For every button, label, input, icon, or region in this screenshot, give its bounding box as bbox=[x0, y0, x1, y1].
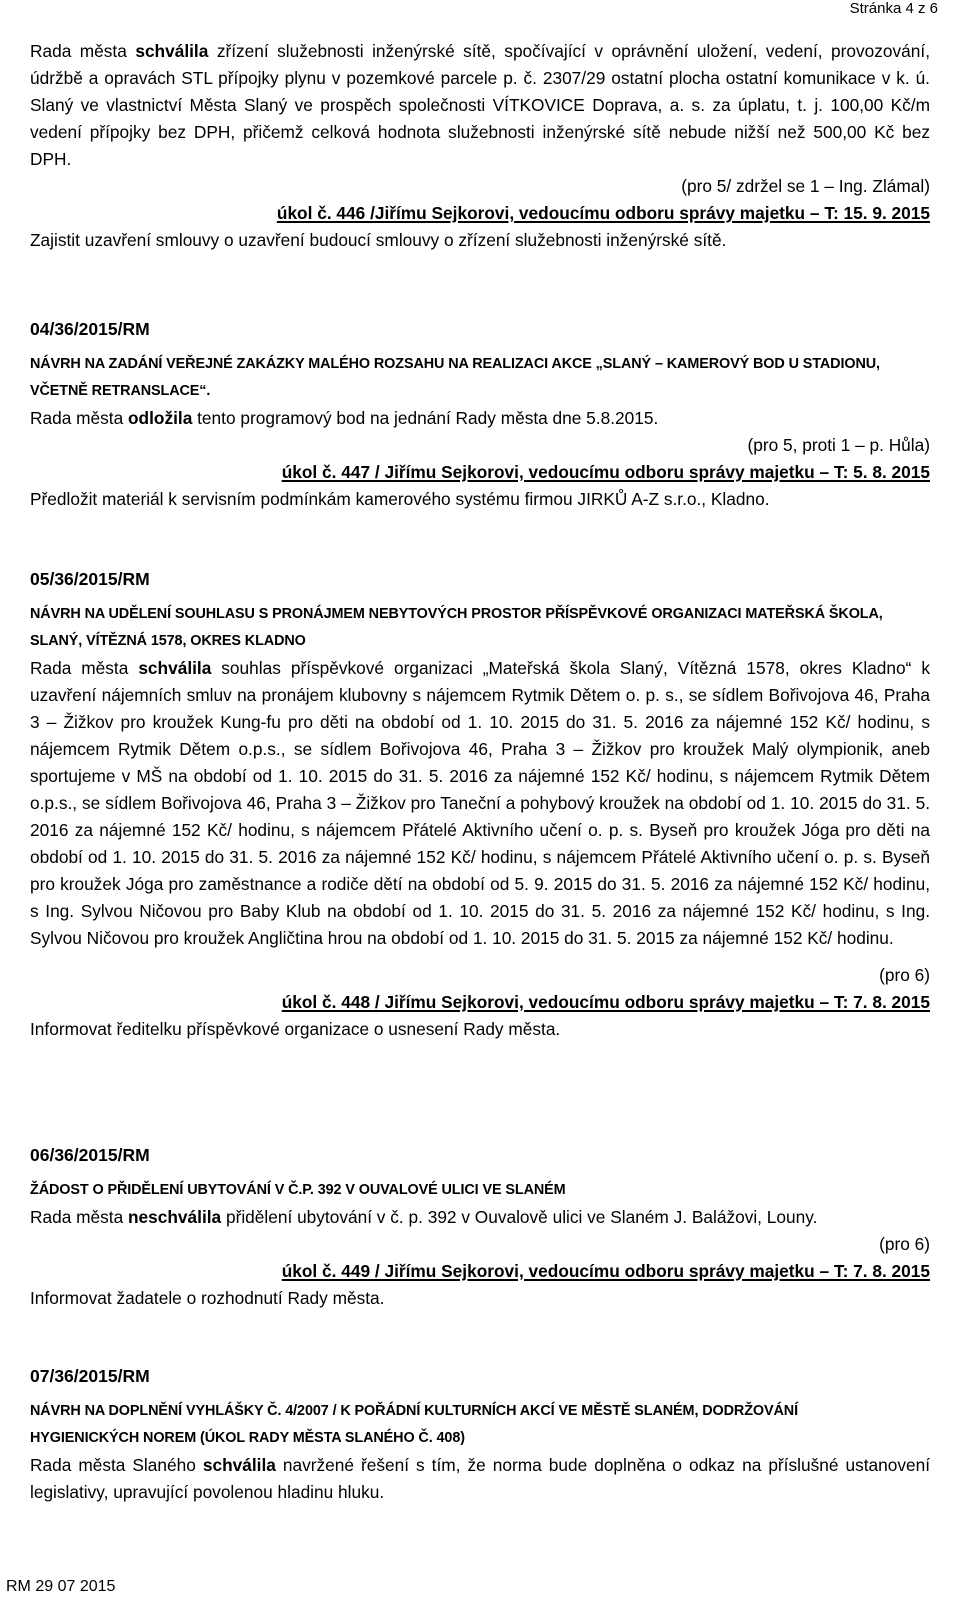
task-assignment: úkol č. 446 /Jiřímu Sejkorovi, vedoucímu odboru správy majetku – T: 15. 9. 2015 bbox=[276, 203, 930, 223]
resolution-title-line2: HYGIENICKÝCH NOREM (ÚKOL RADY MĚSTA SLANÉHO Č. 408) bbox=[30, 1430, 465, 1446]
resolution-title-line2: SLANÝ, VÍTĚZNÁ 1578, OKRES KLADNO bbox=[30, 633, 306, 649]
task-description: Zajistit uzavření smlouvy o uzavření budoucí smlouvy o zřízení služebnosti inženýrské sítě. bbox=[30, 230, 727, 250]
resolution-05 bbox=[30, 566, 930, 1043]
page-number: Stránka 4 z 6 bbox=[849, 0, 938, 17]
resolution-07 bbox=[30, 1363, 930, 1506]
vote-result: (pro 6) bbox=[879, 1234, 930, 1254]
resolution-title-line1: ŽÁDOST O PŘIDĚLENÍ UBYTOVÁNÍ V Č.P. 392 V OUVALOVÉ ULICI VE SLANÉM bbox=[30, 1182, 566, 1198]
resolution-text: Rada města schválila zřízení služebnosti inženýrské sítě, spočívající v oprávnění uložení, vedení, provozování, údržbě a opravách STL přípojky plynu v pozemkové parcele p. č. 2307/29 ostatní plocha ostatní komunikace v k. ú. Slaný ve vlastnictví Města Slaný ve prospěch společnosti VÍTKOVICE Doprava, a. s. za úplatu, t. j. 100,00 Kč/m vedení přípojky bez DPH, přičemž celková hodnota služebnosti inženýrské sítě nebude nižší než 500,00 Kč bez DPH. bbox=[30, 41, 930, 169]
resolution-number: 04/36/2015/RM bbox=[30, 319, 150, 339]
resolution-number: 07/36/2015/RM bbox=[30, 1366, 150, 1386]
task-description: Předložit materiál k servisním podmínkám kamerového systému firmou JIRKŮ A-Z s.r.o., Kladno. bbox=[30, 489, 770, 509]
vote-result: (pro 5, proti 1 – p. Hůla) bbox=[747, 435, 930, 455]
task-description: Informovat ředitelku příspěvkové organizace o usnesení Rady města. bbox=[30, 1019, 561, 1039]
footer-label: RM 29 07 2015 bbox=[6, 1578, 116, 1595]
task-assignment: úkol č. 447 / Jiřímu Sejkorovi, vedoucímu odboru správy majetku – T: 5. 8. 2015 bbox=[281, 462, 930, 482]
task-assignment: úkol č. 449 / Jiřímu Sejkorovi, vedoucímu odboru správy majetku – T: 7. 8. 2015 bbox=[281, 1261, 930, 1281]
vote-result: (pro 5/ zdržel se 1 – Ing. Zlámal) bbox=[681, 176, 930, 196]
resolution-text: Rada města neschválila přidělení ubytování v č. p. 392 v Ouvalově ulici ve Slaném J. Balážovi, Louny. bbox=[30, 1207, 818, 1227]
resolution-title-line1: NÁVRH NA DOPLNĚNÍ VYHLÁŠKY Č. 4/2007 / K POŘÁDNÍ KULTURNÍCH AKCÍ VE MĚSTĚ SLANÉM, DODRŽOVÁNÍ bbox=[30, 1403, 798, 1419]
resolution-text: Rada města odložila tento programový bod na jednání Rady města dne 5.8.2015. bbox=[30, 408, 659, 428]
vote-result: (pro 6) bbox=[879, 965, 930, 985]
task-description: Informovat žadatele o rozhodnutí Rady města. bbox=[30, 1288, 385, 1308]
resolution-number: 06/36/2015/RM bbox=[30, 1145, 150, 1165]
resolution-text: Rada města schválila souhlas příspěvkové organizaci „Mateřská škola Slaný, Vítězná 1578, okres Kladno“ k uzavření nájemních smluv na pronájem klubovny s nájemcem Rytmik Dětem o. p. s., se sídlem Bořivojova 46, Praha 3 – Žižkov pro kroužek Kung-fu pro děti na období od 1. 10. 2015 do 31. 5. 2016 za nájemné 152 Kč/ hodinu, s nájemcem Rytmik Dětem o.p.s., se sídlem Bořivojova 46, Praha 3 – Žižkov pro kroužek Malý olympionik, aneb sportujeme v MŠ na období od 1. 10. 2015 do 31. 5. 2016 za nájemné 152 Kč/ hodinu, s nájemcem Rytmik Dětem o.p.s., se sídlem Bořivojova 46, Praha 3 – Žižkov pro Taneční a pohybový kroužek na období od 1. 10. 2015 do 31. 5. 2016 za nájemné 152 Kč/ hodinu, s nájemcem Přátelé Aktivního učení o. p. s. Byseň pro kroužek Jóga pro děti na období od 1. 10. 2015 do 31. 5. 2016 za nájemné 152 Kč/ hodinu, s nájemcem Přátelé Aktivního učení o. p. s. Byseň pro kroužek Jóga pro zaměstnance a rodiče dětí na období od 5. 9. 2015 do 31. 5. 2016 za nájemné 152 Kč/ hodinu, s Ing. Sylvou Ničovou pro Baby Klub na období od 1. 10. 2015 do 31. 5. 2016 za nájemné 152 Kč/ hodinu, s Ing. Sylvou Ničovou pro kroužek Angličtina hrou na období od 1. 10. 2015 do 31. 5. 2015 za nájemné 152 Kč/ hodinu. bbox=[30, 658, 930, 948]
previous-resolution bbox=[30, 38, 930, 254]
resolution-title-line2: VČETNĚ RETRANSLACE“. bbox=[30, 383, 211, 399]
resolution-number: 05/36/2015/RM bbox=[30, 569, 150, 589]
resolution-title-line1: NÁVRH NA UDĚLENÍ SOUHLASU S PRONÁJMEM NEBYTOVÝCH PROSTOR PŘÍSPĚVKOVÉ ORGANIZACI MATEŘSKÁ ŠKOLA, bbox=[30, 606, 883, 622]
resolution-title-line1: NÁVRH NA ZADÁNÍ VEŘEJNÉ ZAKÁZKY MALÉHO ROZSAHU NA REALIZACI AKCE „SLANÝ – KAMEROVÝ BOD U STADIONU, bbox=[30, 356, 880, 372]
resolution-text: Rada města Slaného schválila navržené řešení s tím, že norma bude doplněna o odkaz na příslušné ustanovení legislativy, upravující povolenou hladinu hluku. bbox=[30, 1455, 931, 1502]
resolution-04 bbox=[30, 316, 930, 513]
task-assignment: úkol č. 448 / Jiřímu Sejkorovi, vedoucímu odboru správy majetku – T: 7. 8. 2015 bbox=[281, 992, 930, 1012]
resolution-06 bbox=[30, 1142, 930, 1312]
